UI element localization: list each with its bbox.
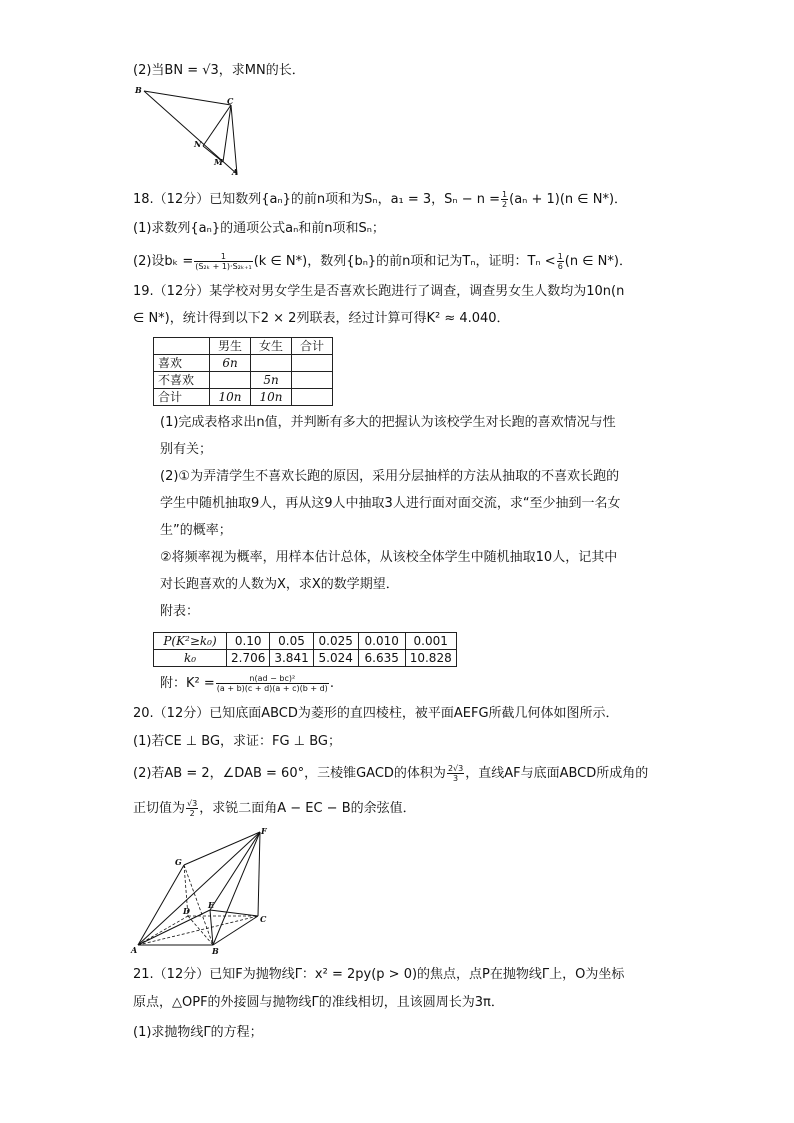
table-cell: 10.828 [405, 650, 456, 667]
table-cell: P(K²≥k₀) [154, 633, 227, 650]
q21-line2: 原点，△OPF的外接圆与抛物线Γ的准线相切，且该圆周长为3π． [133, 995, 504, 1010]
label-G: G [175, 857, 182, 867]
q19-line2: ∈ N*)，统计得到以下2 × 2列联表，经过计算可得K² ≈ 4.040． [133, 311, 510, 326]
table-cell: 男生 [210, 338, 251, 355]
table-cell: 女生 [251, 338, 292, 355]
q19-part3a: ②将频率视为概率，用样本估计总体，从该校全体学生中随机抽取10人，记其中 [160, 550, 618, 565]
table-row [154, 389, 333, 406]
label-C: C [227, 96, 234, 106]
table-cell: 5.024 [313, 650, 358, 667]
table-row [154, 355, 333, 372]
table-cell: 0.001 [405, 633, 456, 650]
table-cell: 5n [251, 372, 292, 389]
q20-part2a: (2)若AB = 2，∠DAB = 60°，三棱锥GACD的体积为 $\frac{2√3}{3}$ ，直线AF与底面ABCD所成角的 [133, 764, 649, 783]
table-cell: 3.841 [270, 650, 313, 667]
table-cell: 0.025 [313, 633, 358, 650]
fraction: $\frac{1}{6}$ [557, 252, 563, 271]
label-D: D [183, 906, 190, 916]
contingency-table [153, 337, 333, 406]
q19-part2c: 生”的概率； [160, 523, 232, 538]
table-cell: 6n [210, 355, 251, 372]
q21-part1: (1)求抛物线Γ的方程； [133, 1025, 263, 1040]
table-cell: 6.635 [358, 650, 405, 667]
appendix-label: 附表： [160, 604, 200, 619]
table-row [154, 338, 333, 355]
fraction: $\frac{\text{n(ad − bc)²}}{(a + b)(c + d)(a + c)(b + d)}$ [216, 674, 328, 693]
q20-intro: 20.（12分）已知底面ABCD为菱形的直四棱柱，被平面AEFG所截几何体如图所示． [133, 706, 619, 721]
table-cell [292, 389, 333, 406]
label-A: A [131, 945, 138, 955]
table-cell [292, 355, 333, 372]
table-cell: 0.05 [270, 633, 313, 650]
table-cell [210, 372, 251, 389]
table-cell: k₀ [154, 650, 227, 667]
q18-part1: (1)求数列{aₙ}的通项公式aₙ和前n项和Sₙ； [133, 221, 385, 236]
table-row [154, 633, 457, 650]
q18-intro: 18.（12分）已知数列{aₙ}的前n项和为Sₙ，a₁ = 3，Sₙ − n = $\frac{1}{2}$ (aₙ + 1)(n ∈ N*)． [133, 190, 628, 209]
q19-part3b: 对长跑喜欢的人数为X，求X的数学期望． [160, 577, 399, 592]
table-cell [292, 372, 333, 389]
q18-part2: (2)设bₖ = $\frac{1}{\text{(S₂ₖ + 1)·S₂ₖ₊₁}}$ (k ∈ N*)，数列{bₙ}的前n项和记为Tₙ，证明：Tₙ < $\frac{1}{6}$ (n ∈ N*)． [133, 252, 632, 271]
table-cell: 10n [210, 389, 251, 406]
table-cell: 合计 [154, 389, 210, 406]
table-row [154, 650, 457, 667]
fraction: $\frac{1}{\text{(S₂ₖ + 1)·S₂ₖ₊₁}}$ [195, 252, 252, 271]
chi-square-formula: 附：K² = $\frac{\text{n(ad − bc)²}}{(a + b)(c + d)(a + c)(b + d)}$ . [160, 674, 334, 693]
table-cell: 合计 [292, 338, 333, 355]
q20-part1: (1)若CE ⊥ BG，求证：FG ⊥ BG； [133, 734, 341, 749]
critical-value-table [153, 632, 457, 667]
table-cell: 喜欢 [154, 355, 210, 372]
label-F: F [261, 826, 267, 836]
table-cell: 0.010 [358, 633, 405, 650]
label-A: A [232, 167, 239, 176]
q19-line1: 19.（12分）某学校对男女学生是否喜欢长跑进行了调查，调查男女生人数均为10n(n [133, 284, 625, 299]
table-cell: 0.10 [227, 633, 270, 650]
table-row [154, 372, 333, 389]
label-B: B [212, 946, 219, 956]
prism-figure [128, 825, 278, 957]
q19-part2b: 学生中随机抽取9人，再从这9人中抽取3人进行面对面交流，求“至少抽到一名女 [160, 496, 621, 511]
fraction: $\frac{2√3}{3}$ [447, 764, 464, 783]
q19-part2a: (2)①为弄清学生不喜欢长跑的原因，采用分层抽样的方法从抽取的不喜欢长跑的 [160, 469, 620, 484]
fraction: $\frac{√3}{2}$ [187, 799, 198, 818]
label-M: M [214, 157, 223, 167]
table-cell [251, 355, 292, 372]
q20-part2b: 正切值为 $\frac{√3}{2}$ ，求锐二面角A − EC − B的余弦值． [133, 799, 416, 818]
triangle-figure [128, 84, 248, 176]
label-C: C [260, 914, 267, 924]
label-N: N [194, 139, 202, 149]
q19-part1b: 别有关； [160, 442, 213, 457]
fraction: $\frac{1}{2}$ [502, 190, 508, 209]
table-cell: 10n [251, 389, 292, 406]
table-cell [154, 338, 210, 355]
table-cell: 2.706 [227, 650, 270, 667]
label-B: B [135, 85, 142, 95]
table-cell: 不喜欢 [154, 372, 210, 389]
q19-part1a: (1)完成表格求出n值，并判断有多大的把握认为该校学生对长跑的喜欢情况与性 [160, 415, 616, 430]
q17-part2: (2)当BN = √3，求MN的长． [133, 63, 305, 78]
q21-line1: 21.（12分）已知F为抛物线Γ：x² = 2py(p > 0)的焦点，点P在抛物线Γ上，O为坐标 [133, 967, 625, 982]
label-E: E [208, 900, 215, 910]
